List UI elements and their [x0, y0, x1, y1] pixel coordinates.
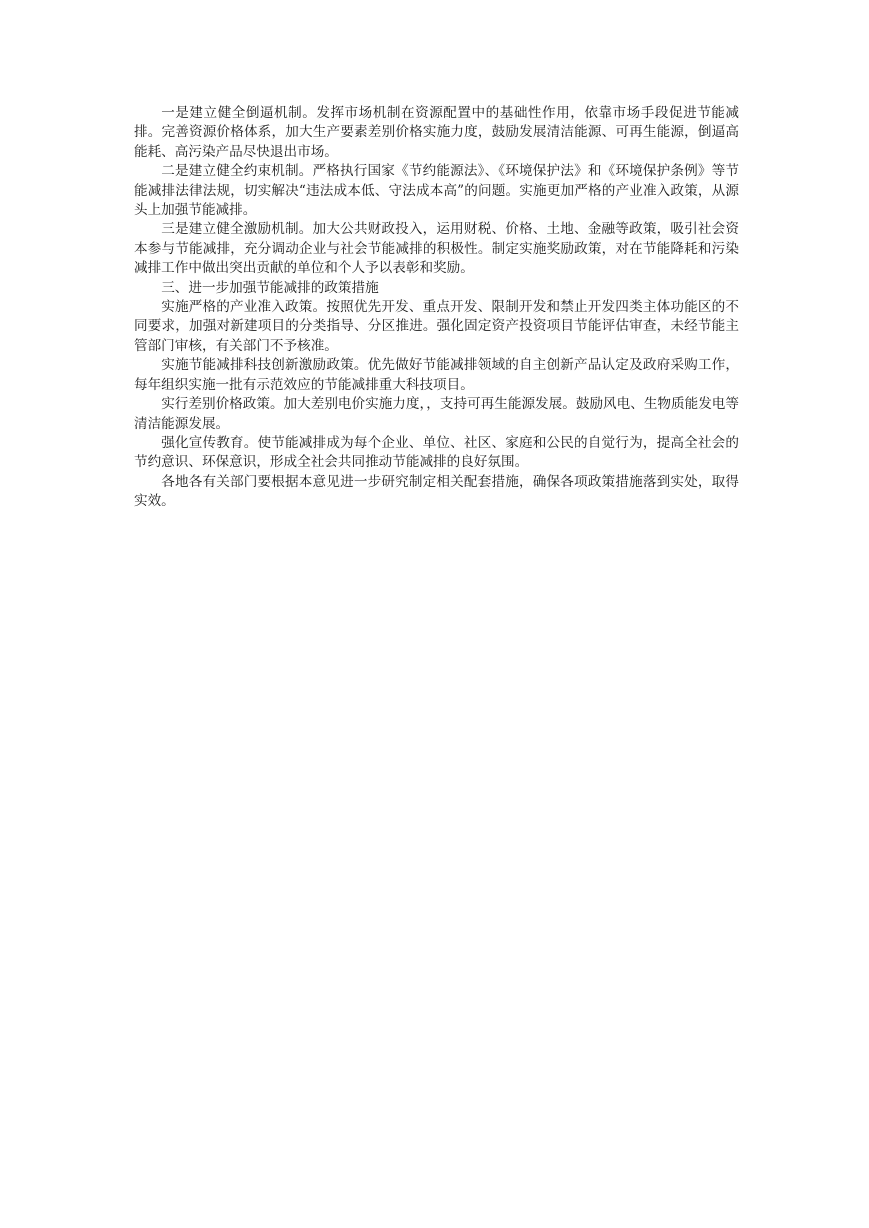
paragraph-industry-access: 实施严格的产业准入政策。按照优先开发、重点开发、限制开发和禁止开发四类主体功能区的不同要求，加强对新建项目的分类指导、分区推进。强化固定资产投资项目节能评估审查，未经节能主管部门审核，有关部门不予核准。	[134, 299, 739, 354]
document-body	[134, 104, 739, 512]
section-heading-policy-measures: 三、进一步加强节能减排的政策措施	[161, 279, 379, 296]
paragraph-differential-pricing: 实行差别价格政策。加大差别电价实施力度，，支持可再生能源发展。鼓励风电、生物质能发电等清洁能源发展。	[134, 396, 739, 432]
paragraph-mechanism-constraint: 二是建立健全约束机制。严格执行国家《节约能源法》、《环境保护法》和《环境保护条例》等节能减排法律法规，切实解决“违法成本低、守法成本高”的问题。实施更加严格的产业准入政策，从源头上加强节能减排。	[134, 163, 739, 219]
paragraph-mechanism-incentive: 三是建立健全激励机制。加大公共财政投入，运用财税、价格、土地、金融等政策，吸引社会资本参与节能减排，充分调动企业与社会节能减排的积极性。制定实施奖励政策，对在节能降耗和污染减排工作中做出突出贡献的单位和个人予以表彰和奖励。	[134, 221, 739, 277]
paragraph-implementation: 各地各有关部门要根据本意见进一步研究制定相关配套措施，确保各项政策措施落到实处，取得实效。	[134, 473, 739, 510]
paragraph-mechanism-pressure: 一是建立健全倒逼机制。发挥市场机制在资源配置中的基础性作用，依靠市场手段促进节能减排。完善资源价格体系，加大生产要素差别价格实施力度，鼓励发展清洁能源、可再生能源，倒逼高能耗、高污染产品尽快退出市场。	[134, 105, 739, 160]
paragraph-publicity-education: 强化宣传教育。使节能减排成为每个企业、单位、社区、家庭和公民的自觉行为，提高全社会的节约意识、环保意识，形成全社会共同推动节能减排的良好氛围。	[134, 434, 739, 471]
paragraph-tech-innovation: 实施节能减排科技创新激励政策。优先做好节能减排领域的自主创新产品认定及政府采购工作，每年组织实施一批有示范效应的节能减排重大科技项目。	[134, 357, 739, 393]
